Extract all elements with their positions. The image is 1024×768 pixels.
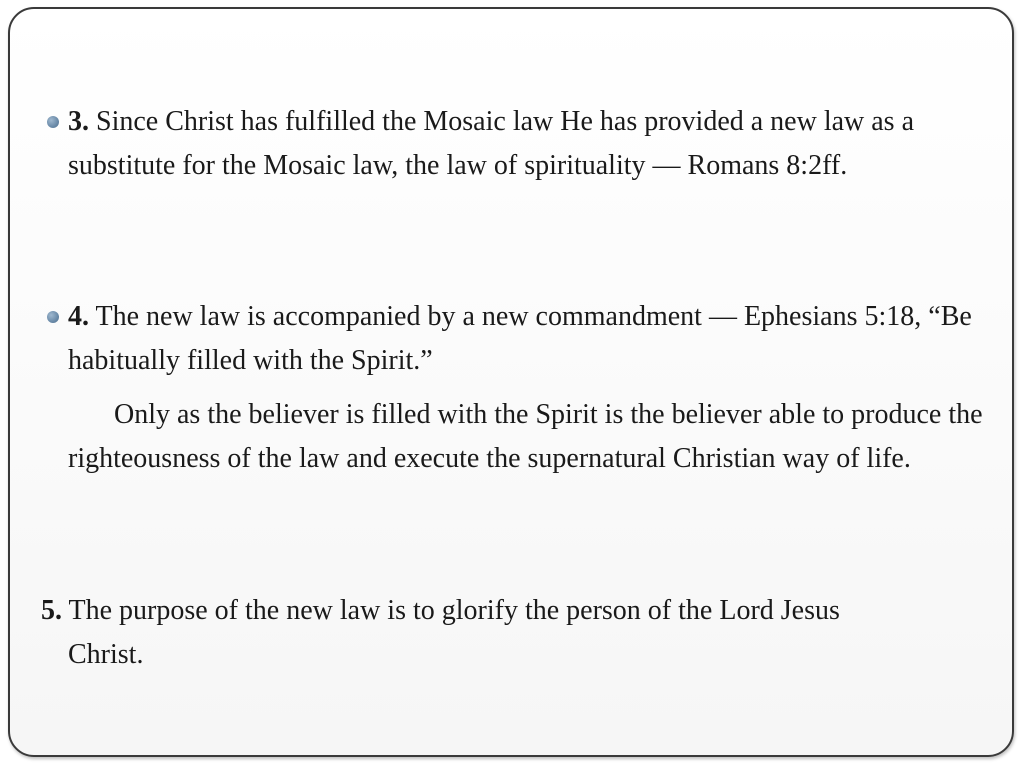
continuation-text: Only as the believer is filled with the Spirit is the believer able to produce the righteousness of the law and execute the supernatural Christian way of life. bbox=[68, 399, 983, 474]
point-text: The new law is accompanied by a new commandment — Ephesians 5:18, “Be habitually filled with the Spirit.” bbox=[68, 301, 972, 376]
point-text-line2: Christ. bbox=[68, 639, 144, 670]
bullet-point-3 bbox=[68, 100, 1008, 188]
point-number: 3. bbox=[68, 106, 89, 137]
bullet-icon bbox=[47, 116, 59, 128]
point-text-line1: The purpose of the new law is to glorify the person of the Lord Jesus bbox=[68, 595, 840, 626]
bullet-point-4 bbox=[68, 295, 1008, 383]
point-number: 4. bbox=[68, 301, 89, 332]
bullet-icon bbox=[47, 311, 59, 323]
slide-content bbox=[10, 9, 1012, 755]
slide-frame bbox=[8, 7, 1014, 757]
point-text: Since Christ has fulfilled the Mosaic law He has provided a new law as a substitute for the Mosaic law, the law of spirituality — Romans 8:2ff. bbox=[68, 106, 915, 181]
point-5 bbox=[41, 589, 1011, 677]
continuation-paragraph bbox=[68, 393, 1008, 481]
point-number: 5. bbox=[41, 595, 62, 626]
